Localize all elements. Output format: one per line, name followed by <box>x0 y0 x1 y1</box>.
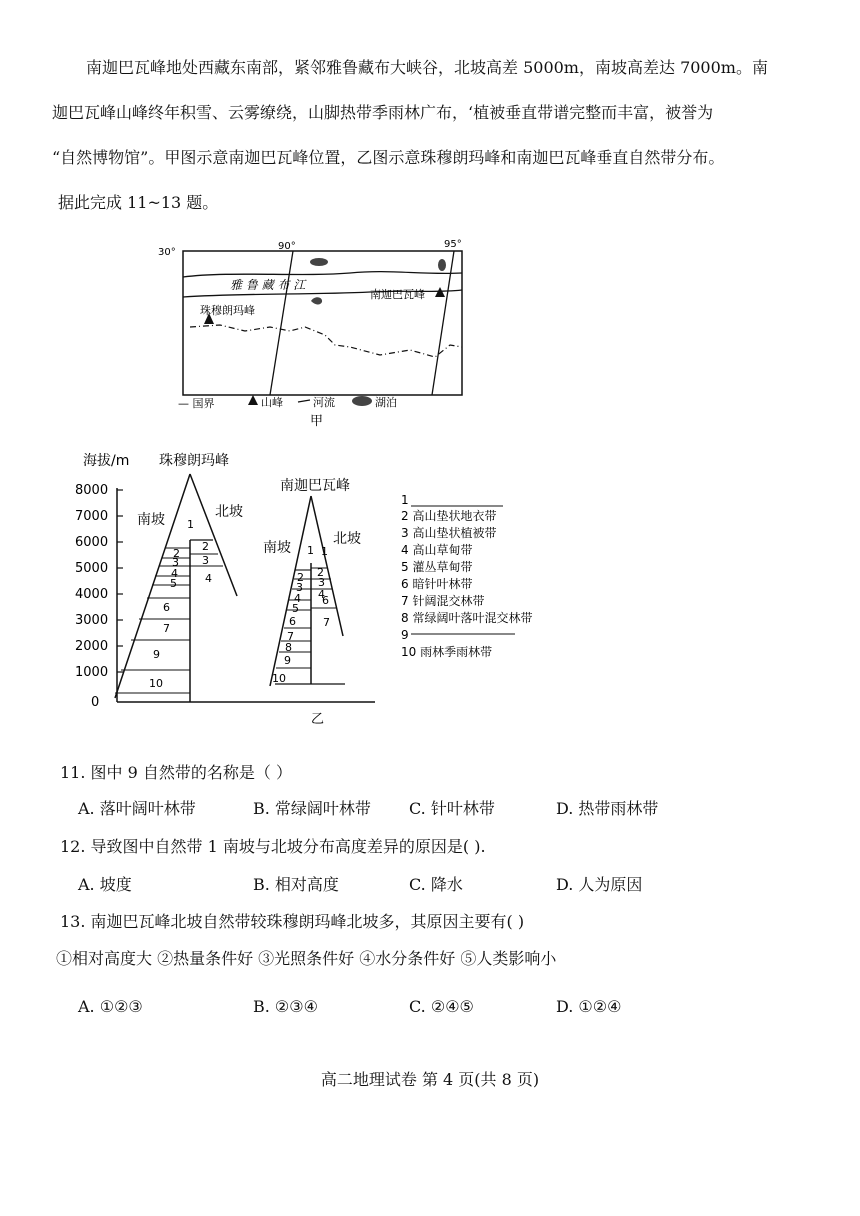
y-tick: 7000 <box>75 509 109 524</box>
everest-band-lines <box>115 548 223 693</box>
legend-lake-icon <box>352 396 372 406</box>
legend-item: 6 暗针叶林带 <box>401 577 473 591</box>
passage-line-2: 迦巴瓦峰山峰终年积雪、云雾缭绕，山脚热带季雨林广布，‘植被垂直带谱完整而丰富，被誉为 <box>52 103 714 122</box>
band-label: 5 <box>292 602 299 615</box>
band-label: 1 <box>321 545 328 558</box>
passage-line-1: 南迦巴瓦峰地处西藏东南部，紧邻雅鲁藏布大峡谷，北坡高差 5000m，南坡高差达 7000m。南 <box>86 58 768 77</box>
chart-caption: 乙 <box>311 712 325 727</box>
everest-south-slope-label: 南坡 <box>137 512 165 528</box>
namjagbarwa-north-band-labels <box>317 545 330 629</box>
band-label: 8 <box>285 641 292 654</box>
band-label: 4 <box>318 588 325 601</box>
band-label: 10 <box>149 677 163 690</box>
y-tick: 5000 <box>75 561 109 576</box>
chart-ylabel: 海拔/m <box>83 453 130 469</box>
band-label: 1 <box>187 518 194 531</box>
map-legend-lake: 湖泊 <box>375 396 397 409</box>
legend-item: 8 常绿阔叶落叶混交林带 <box>401 611 533 625</box>
band-label: 6 <box>322 594 329 607</box>
everest-north-band-labels <box>202 540 212 585</box>
map-border <box>190 325 462 357</box>
band-label: 4 <box>171 567 178 580</box>
y-tick: 1000 <box>75 665 109 680</box>
band-label: 3 <box>318 576 325 589</box>
band-label: 4 <box>205 572 212 585</box>
band-label: 1 <box>307 544 314 557</box>
legend-item: 7 针阔混交林带 <box>401 594 485 608</box>
band-label: 3 <box>296 581 303 594</box>
everest-north-slope <box>190 474 237 596</box>
option-d[interactable]: D. 人为原因 <box>556 875 643 894</box>
namjagbarwa-peak-icon <box>435 287 445 297</box>
everest-title: 珠穆朗玛峰 <box>159 453 229 469</box>
option-b[interactable]: B. 相对高度 <box>253 875 339 894</box>
band-label: 10 <box>272 672 286 685</box>
map-lon-95: 95° <box>444 239 462 250</box>
question-13-stem: 13. 南迦巴瓦峰北坡自然带较珠穆朗玛峰北坡多，其原因主要有( ) <box>60 912 525 931</box>
option-c[interactable]: C. 降水 <box>409 875 463 894</box>
question-11-stem: 11. 图中 9 自然带的名称是（ ） <box>60 763 292 782</box>
map-legend-peak: 山峰 <box>261 396 283 409</box>
chart-yi <box>75 448 565 733</box>
legend-item: 10 雨林季雨林带 <box>401 645 493 659</box>
option-d[interactable]: D. ①②④ <box>556 997 622 1016</box>
option-a[interactable]: A. ①②③ <box>78 997 143 1016</box>
legend-river-icon <box>298 400 310 402</box>
map-lat-30: 30° <box>158 247 176 258</box>
everest-north-slope-label: 北坡 <box>215 504 243 520</box>
map-jia <box>150 235 480 430</box>
band-label: 3 <box>172 556 179 569</box>
map-meridian-90 <box>270 251 293 395</box>
band-label: 7 <box>163 622 170 635</box>
map-meridian-95 <box>432 251 454 395</box>
option-a[interactable]: A. 坡度 <box>78 875 132 894</box>
legend-item: 4 高山草甸带 <box>401 543 473 557</box>
option-b[interactable]: B. 常绿阔叶林带 <box>253 799 371 818</box>
question-13-choices: ①相对高度大 ②热量条件好 ③光照条件好 ④水分条件好 ⑤人类影响小 <box>56 949 557 968</box>
map-namjagbarwa-label: 南迦巴瓦峰 <box>370 288 425 301</box>
namjagbarwa-south-slope-label: 南坡 <box>263 540 291 556</box>
band-label: 6 <box>163 601 170 614</box>
namjagbarwa-north-slope <box>311 496 343 636</box>
legend-item: 5 灌丛草甸带 <box>401 560 473 574</box>
band-label: 7 <box>323 616 330 629</box>
band-label: 4 <box>294 592 301 605</box>
legend-item: 1 <box>401 493 409 507</box>
legend-item: 2 高山垫状地衣带 <box>401 509 497 523</box>
band-label: 2 <box>173 547 180 560</box>
everest-south-band-labels <box>149 518 194 690</box>
y-tick: 2000 <box>75 639 109 654</box>
band-label: 6 <box>289 615 296 628</box>
namjagbarwa-south-band-labels <box>272 544 314 685</box>
y-tick: 8000 <box>75 483 109 498</box>
band-label: 2 <box>202 540 209 553</box>
page-footer: 高二地理试卷 第 4 页(共 8 页) <box>320 1070 540 1089</box>
chart-legend <box>401 493 532 659</box>
option-c[interactable]: C. ②④⑤ <box>409 997 474 1016</box>
namjagbarwa-title: 南迦巴瓦峰 <box>280 478 350 494</box>
y-tick: 6000 <box>75 535 109 550</box>
legend-item: 9 <box>401 628 409 642</box>
band-label: 2 <box>317 566 324 579</box>
namjagbarwa-north-slope-label: 北坡 <box>333 531 361 547</box>
map-lake-icon <box>438 259 446 271</box>
band-label: 9 <box>153 648 160 661</box>
y-tick: 3000 <box>75 613 109 628</box>
option-b[interactable]: B. ②③④ <box>253 997 318 1016</box>
map-river-label: 雅 鲁 藏 布 江 <box>230 278 306 292</box>
legend-item: 3 高山垫状植被带 <box>401 526 497 540</box>
everest-south-slope <box>115 474 190 698</box>
map-lake-icon <box>311 297 322 304</box>
y-ticks <box>75 483 108 710</box>
passage-line-3: “自然博物馆”。甲图示意南迦巴瓦峰位置，乙图示意珠穆朗玛峰和南迦巴瓦峰垂直自然带分布。 <box>52 148 725 167</box>
band-label: 5 <box>170 577 177 590</box>
band-label: 9 <box>284 654 291 667</box>
map-caption: 甲 <box>310 414 324 429</box>
y-tick: 4000 <box>75 587 109 602</box>
option-a[interactable]: A. 落叶阔叶林带 <box>78 799 196 818</box>
map-everest-label: 珠穆朗玛峰 <box>200 304 255 317</box>
passage-line-4: 据此完成 11~13 题。 <box>58 193 219 212</box>
map-lon-90: 90° <box>278 241 296 252</box>
option-c[interactable]: C. 针叶林带 <box>409 799 495 818</box>
question-12-stem: 12. 导致图中自然带 1 南坡与北坡分布高度差异的原因是( ). <box>60 837 486 856</box>
legend-peak-icon <box>248 395 258 405</box>
band-label: 2 <box>297 571 304 584</box>
band-label: 3 <box>202 554 209 567</box>
option-d[interactable]: D. 热带雨林带 <box>556 799 659 818</box>
map-legend-border: — 国界 <box>178 397 215 410</box>
map-legend-river: 河流 <box>313 396 335 409</box>
band-label: 7 <box>287 630 294 643</box>
map-lake-icon <box>310 258 328 266</box>
map-river <box>183 272 462 277</box>
y-tick: 0 <box>91 695 100 710</box>
